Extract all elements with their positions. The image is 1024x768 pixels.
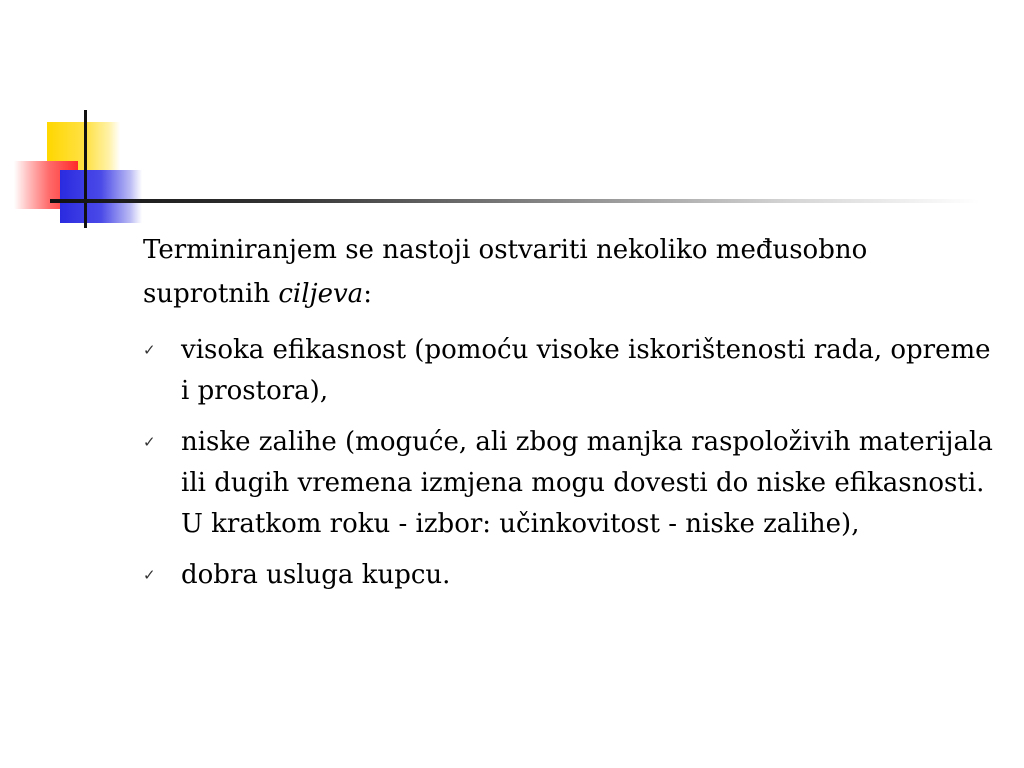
intro-line-1: Terminiranjem se nastoji ostvariti nekoliko međusobno [143, 235, 868, 265]
blue-square-decoration [60, 170, 142, 223]
check-icon: ✓ [143, 341, 156, 359]
intro-line-2-prefix: suprotnih [143, 279, 279, 309]
check-icon: ✓ [143, 433, 156, 451]
list-item-text: dobra usluga kupcu. [181, 560, 451, 590]
horizontal-rule [50, 199, 980, 203]
list-item-text: visoka efikasnost (pomoću visoke iskorištenosti rada, opreme i prostora), [181, 335, 991, 406]
slide-content [143, 228, 1003, 606]
list-item-text: niske zalihe (moguće, ali zbog manjka raspoloživih materijala ili dugih vremena izmjena mogu dovesti do niske efikasnosti. U kratkom roku - izbor: učinkovitost - niske zalihe), [181, 427, 993, 539]
intro-line-2-suffix: : [363, 279, 372, 309]
list-item [143, 330, 1003, 412]
list-item [143, 555, 1003, 596]
check-icon: ✓ [143, 566, 156, 584]
corner-decoration [0, 0, 1024, 240]
vertical-rule [84, 110, 87, 228]
list-item [143, 422, 1003, 545]
intro-paragraph [143, 228, 1003, 316]
intro-emphasis: ciljeva [278, 279, 364, 309]
bullet-list [143, 330, 1003, 596]
